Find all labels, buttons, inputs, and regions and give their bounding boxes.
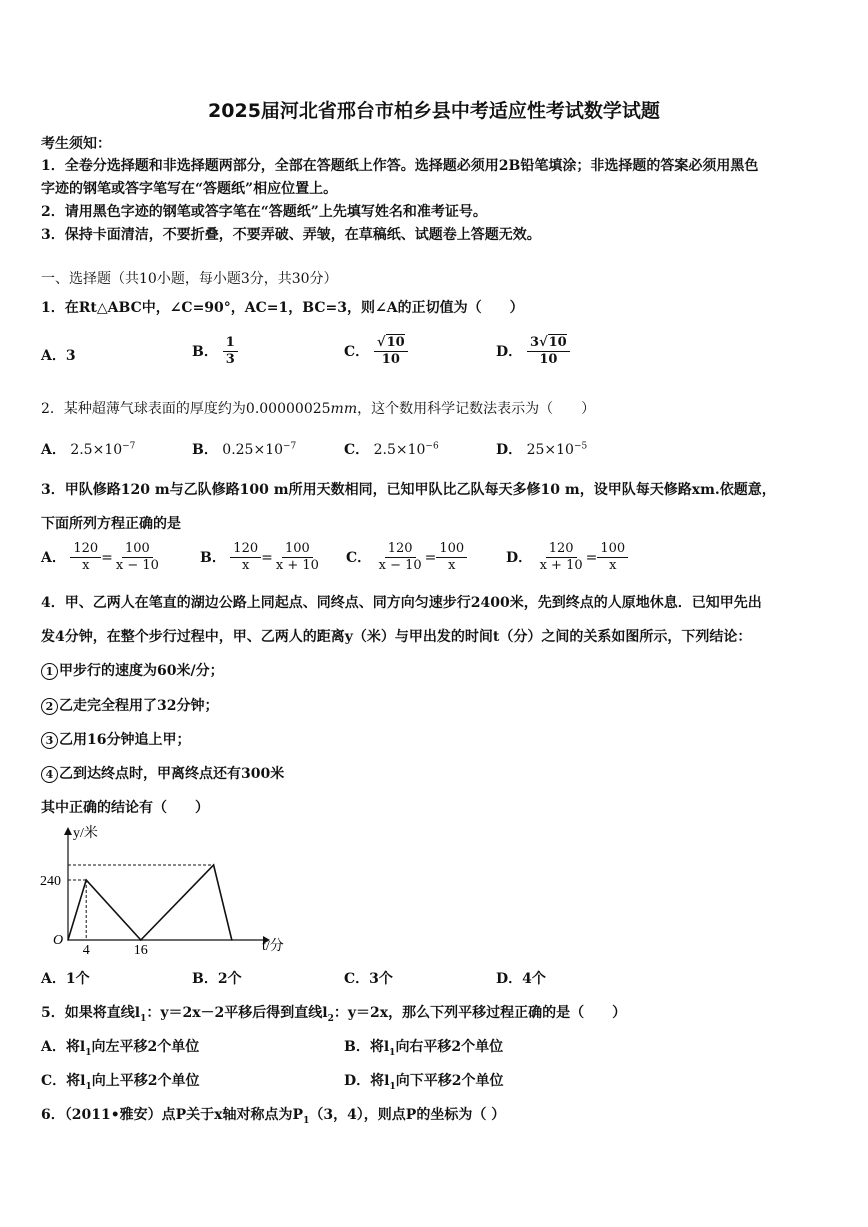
q5-option-c: C．将$l_1$向上平移2个单位 — [41, 1073, 200, 1092]
q1-option-b: B． $\frac{1}{3}$ — [192, 335, 238, 369]
data-point — [231, 939, 233, 941]
question-4-stem-cont: 发4分钟，在整个步行过程中，甲、乙两人的距离y（米）与甲出发的时间t（分）之间的关系如图所示，下列结论： — [41, 629, 752, 645]
conclusion-4: 4 乙到达终点时，甲离终点还有300米 — [41, 763, 284, 783]
q4-option-c: C．3个 — [344, 971, 393, 987]
fraction: $\frac{√10}{10}$ — [374, 335, 408, 369]
x-tick-label: 16 — [133, 943, 148, 957]
y-tick-label: 240 — [40, 874, 61, 889]
question-5-stem: 5．如果将直线$l_1$：y＝2x－2平移后得到直线$l_2$：y＝2x，那么下列平移过程正确的是（ ） — [41, 1005, 627, 1024]
q3-option-b: B． $\frac{120}{x}$ = $\frac{100}{x + 10}$ — [200, 541, 319, 574]
origin-label: O — [53, 933, 64, 948]
question-4-ask: 其中正确的结论有（ ） — [41, 800, 209, 816]
q2-option-c: C． $2.5\times 10^{-6}$ — [344, 441, 439, 458]
notice-heading: 考生须知： — [41, 136, 111, 152]
q1-option-a: A．3 — [41, 348, 76, 364]
section-heading: 一、选择题（共10小题，每小题3分，共30分） — [41, 271, 338, 287]
notice-item: 1．全卷分选择题和非选择题两部分，全部在答题纸上作答。选择题必须用2B铅笔填涂；非选择题的答案必须用黑色 — [41, 158, 759, 174]
fraction: $\frac{3√10}{10}$ — [527, 335, 570, 369]
question-2-stem: 2．某种超薄气球表面的厚度约为0.00000025mm，这个数用科学记数法表示为（ ） — [41, 401, 596, 417]
q5-option-b: B．将$l_1$向右平移2个单位 — [344, 1039, 504, 1058]
q1-option-c: C． $\frac{√10}{10}$ — [344, 335, 408, 369]
y-axis-label: y/米 — [73, 826, 98, 841]
data-point — [140, 939, 142, 941]
q2-option-a: A． $2.5\times 10^{-7}$ — [41, 441, 136, 458]
q3-option-d: D． $\frac{120}{x + 10}$ = $\frac{100}{x}$ — [506, 541, 628, 575]
q2-option-b: B． $0.25\times 10^{-7}$ — [192, 441, 297, 458]
q3-option-c: C． $\frac{120}{x - 10}$ = $\frac{100}{x}$ — [346, 541, 467, 575]
q2-option-d: D． $25\times 10^{-5}$ — [496, 441, 588, 458]
question-3-stem-cont: 下面所列方程正确的是 — [41, 516, 181, 532]
notice-item: 3．保持卡面清洁，不要折叠，不要弄破、弄皱，在草稿纸、试题卷上答题无效。 — [41, 227, 541, 243]
conclusion-3: 3 乙用16分钟追上甲； — [41, 729, 190, 749]
series-line — [68, 865, 232, 940]
distance-time-chart — [38, 822, 298, 957]
q3-option-a: A． $\frac{120}{x}$ = $\frac{100}{x - 10}$ — [41, 541, 159, 574]
chart-plot-layer — [40, 864, 233, 957]
question-4-stem: 4．甲、乙两人在笔直的湖边公路上同起点、同终点、同方向匀速步行2400米，先到终点的人原地休息．已知甲先出 — [41, 595, 762, 611]
q5-option-a: A．将$l_1$向左平移2个单位 — [41, 1039, 200, 1058]
conclusion-2: 2 乙走完全程用了32分钟； — [41, 695, 218, 715]
q4-option-a: A．1个 — [41, 971, 90, 987]
y-axis-arrow — [64, 827, 72, 835]
question-6-stem: 6．（2011•雅安）点P关于x轴对称点为$P_1(3$，4），则点P的坐标为（ ） — [41, 1107, 506, 1126]
notice-item: 字迹的钢笔或答字笔写在“答题纸”相应位置上。 — [41, 181, 338, 197]
q1-option-d: D． $\frac{3√10}{10}$ — [496, 335, 570, 369]
x-tick-label: 4 — [82, 943, 90, 957]
notice-item: 2．请用黑色字迹的钢笔或答字笔在“答题纸”上先填写姓名和准考证号。 — [41, 204, 487, 220]
q4-option-d: D．4个 — [496, 971, 546, 987]
page-title: 2025届河北省邢台市柏乡县中考适应性考试数学试题 — [208, 100, 660, 122]
fraction: $\frac{1}{3}$ — [223, 335, 238, 369]
question-3-stem: 3．甲队修路120 m与乙队修路100 m所用天数相同，已知甲队比乙队每天多修10 m，设甲队每天修路xm.依题意， — [41, 482, 776, 498]
q5-option-d: D．将$l_1$向下平移2个单位 — [344, 1073, 504, 1092]
question-1-stem: 1．在Rt△ABC中，∠C=90°，AC=1，BC=3，则∠A的正切值为（ ） — [41, 300, 524, 316]
data-point — [67, 939, 69, 941]
conclusion-1: 1 甲步行的速度为60米/分； — [41, 660, 224, 680]
x-axis-label: t/分 — [262, 939, 284, 954]
q4-option-b: B．2个 — [192, 971, 242, 987]
